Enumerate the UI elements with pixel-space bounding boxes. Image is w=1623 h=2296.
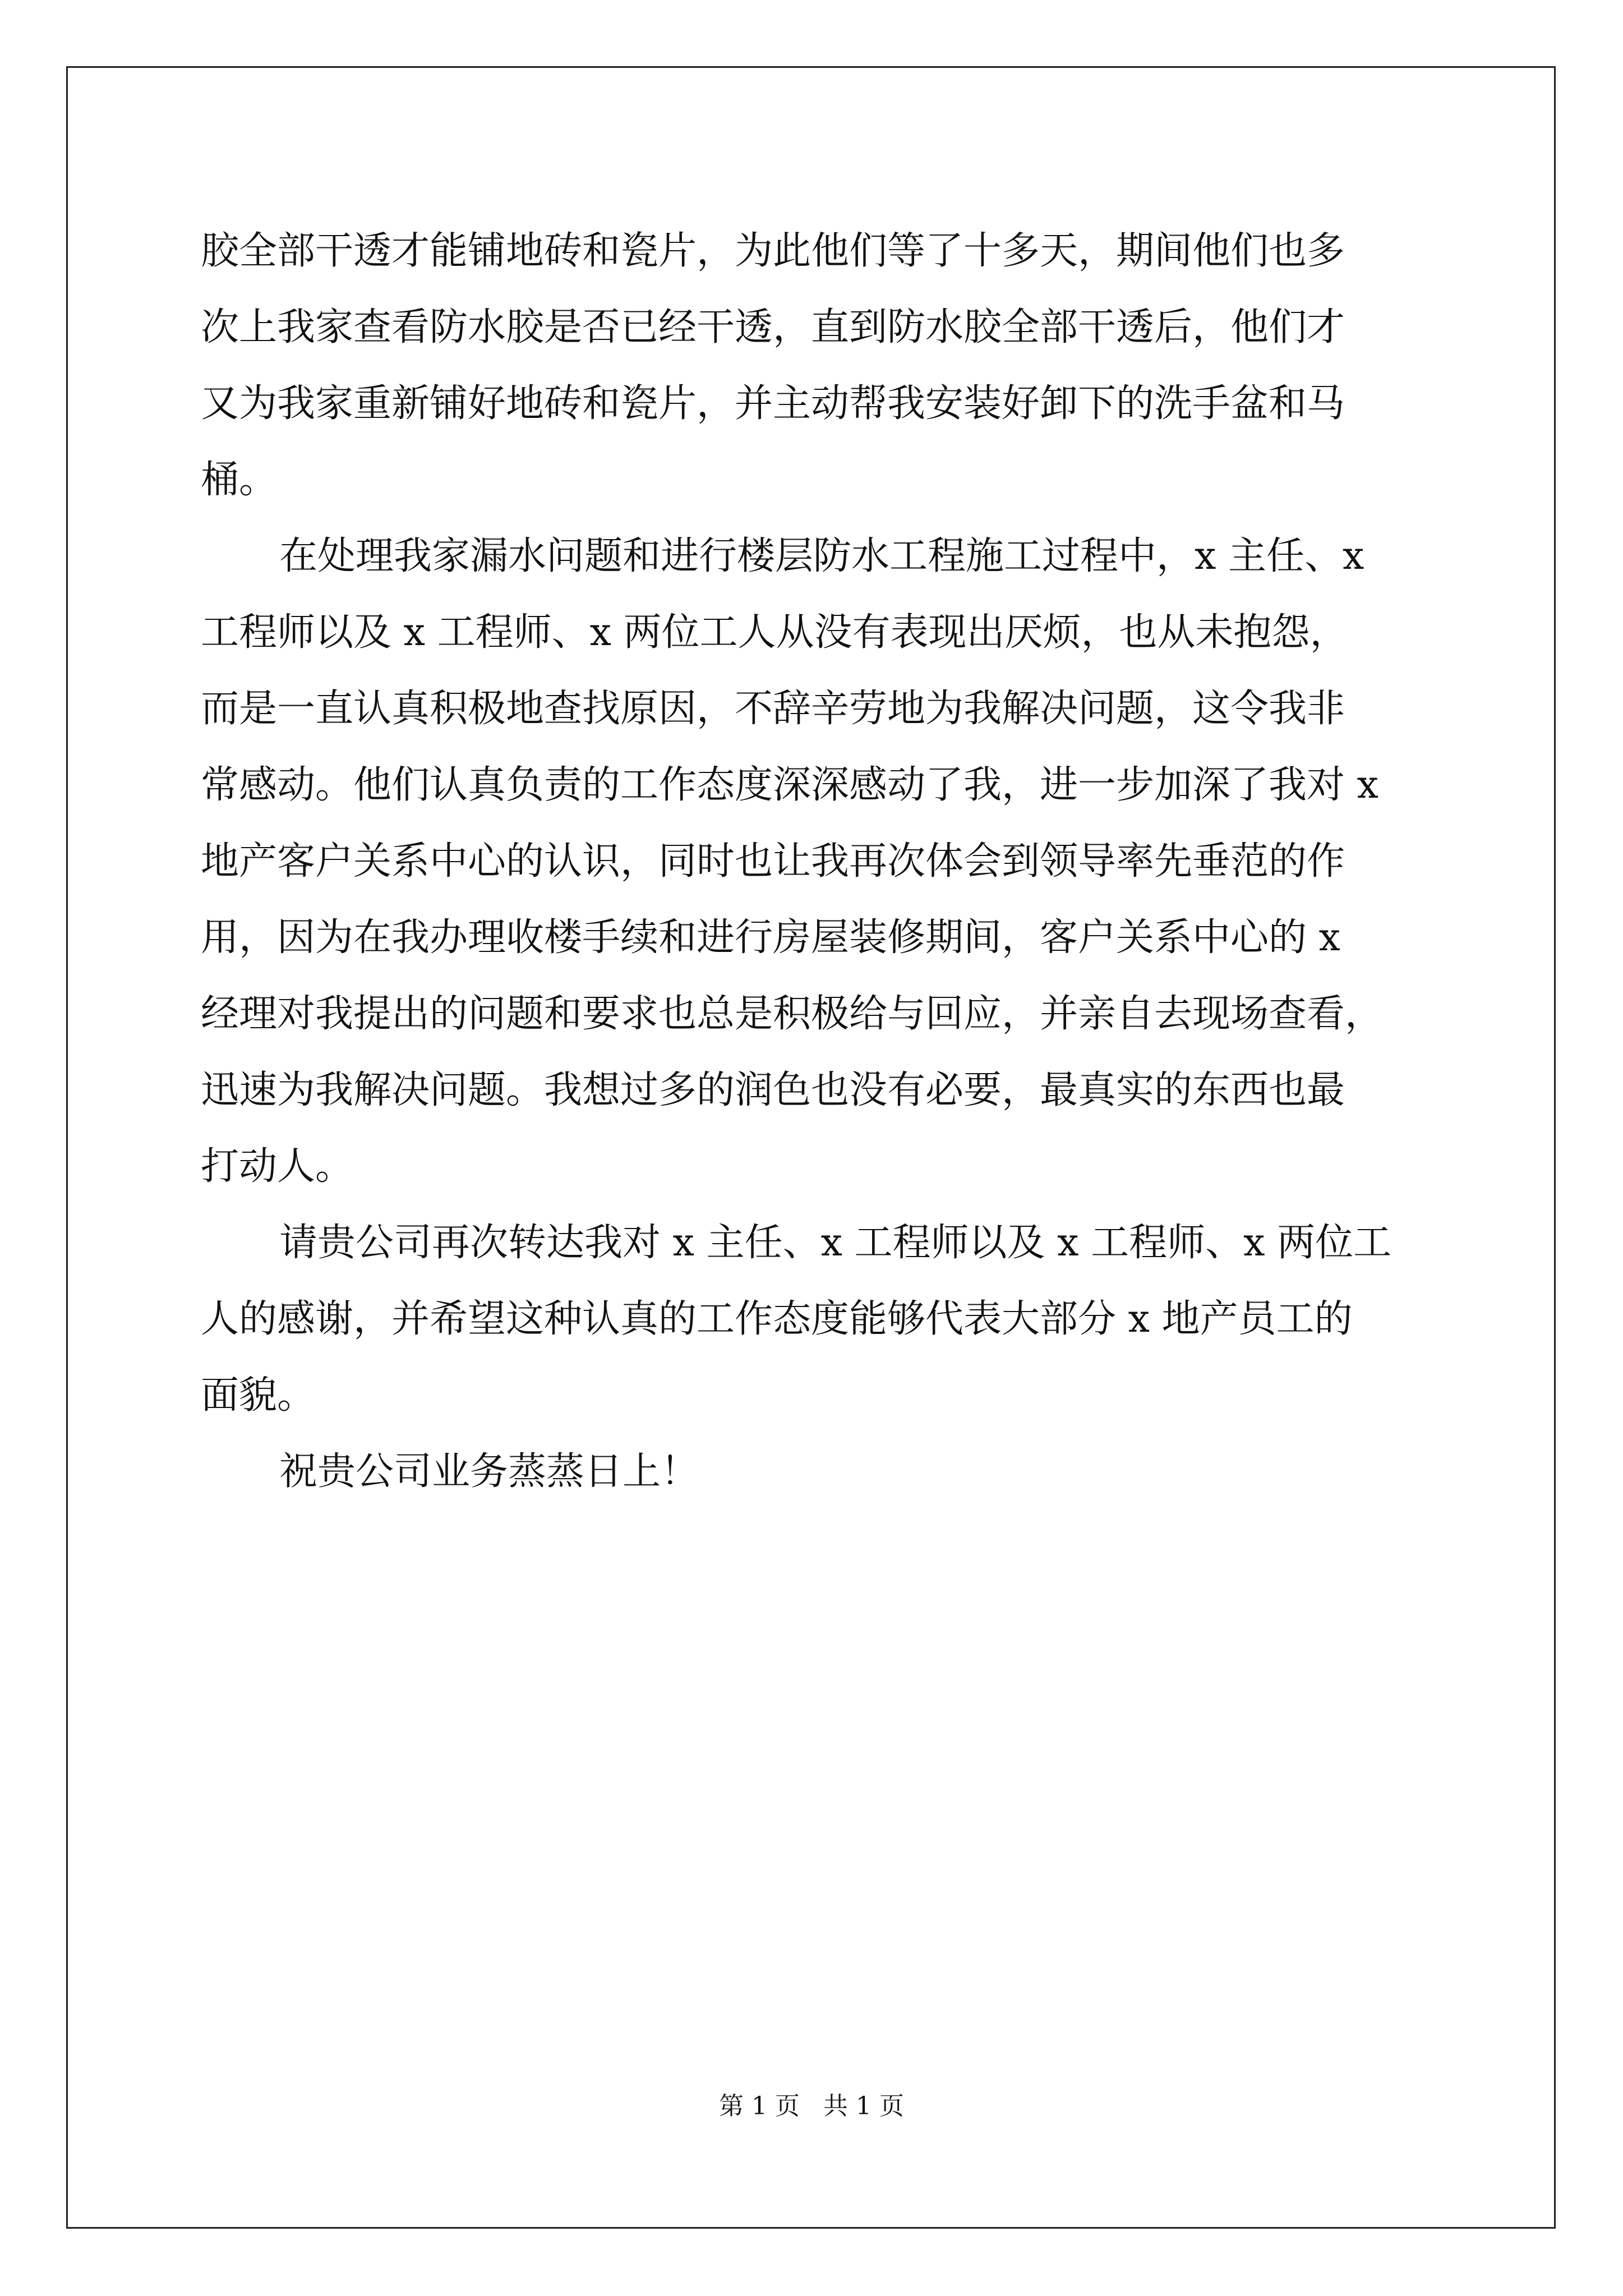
- text-line: 请贵公司再次转达我对 x 主任、x 工程师以及 x 工程师、x 两位工: [279, 1221, 1392, 1265]
- text-line: 而是一直认真积极地查找原因，不辞辛劳地为我解决问题，这令我非: [201, 687, 1345, 731]
- text-line: 在处理我家漏水问题和进行楼层防水工程施工过程中，x 主任、x: [279, 534, 1364, 578]
- text-line: 工程师以及 x 工程师、x 两位工人从没有表现出厌烦，也从未抱怨，: [201, 610, 1348, 655]
- text-line: 常感动。他们认真负责的工作态度深深感动了我，进一步加深了我对 x: [201, 763, 1378, 807]
- page-footer: 第 1 页 共 1 页: [719, 2092, 904, 2120]
- text-line: 祝贵公司业务蒸蒸日上！: [279, 1450, 699, 1494]
- document-body: [201, 213, 1446, 1510]
- text-line: 迅速为我解决问题。我想过多的润色也没有必要，最真实的东西也最: [201, 1068, 1345, 1112]
- text-line: 桶。: [201, 458, 278, 502]
- text-line: 经理对我提出的问题和要求也总是积极给与回应，并亲自去现场查看，: [201, 992, 1384, 1036]
- text-line: 胶全部干透才能铺地砖和瓷片，为此他们等了十多天，期间他们也多: [201, 229, 1345, 273]
- text-line: 又为我家重新铺好地砖和瓷片，并主动帮我安装好卸下的洗手盆和马: [201, 381, 1345, 426]
- text-line: 人的感谢，并希望这种认真的工作态度能够代表大部分 x 地产员工的: [201, 1297, 1353, 1341]
- text-line: 次上我家查看防水胶是否已经干透，直到防水胶全部干透后，他们才: [201, 305, 1345, 349]
- text-line: 面貌。: [201, 1373, 316, 1418]
- text-line: 地产客户关系中心的认识，同时也让我再次体会到领导率先垂范的作: [201, 839, 1345, 884]
- text-line: 用，因为在我办理收楼手续和进行房屋装修期间，客户关系中心的 x: [201, 915, 1340, 960]
- text-line: 打动人。: [201, 1144, 354, 1189]
